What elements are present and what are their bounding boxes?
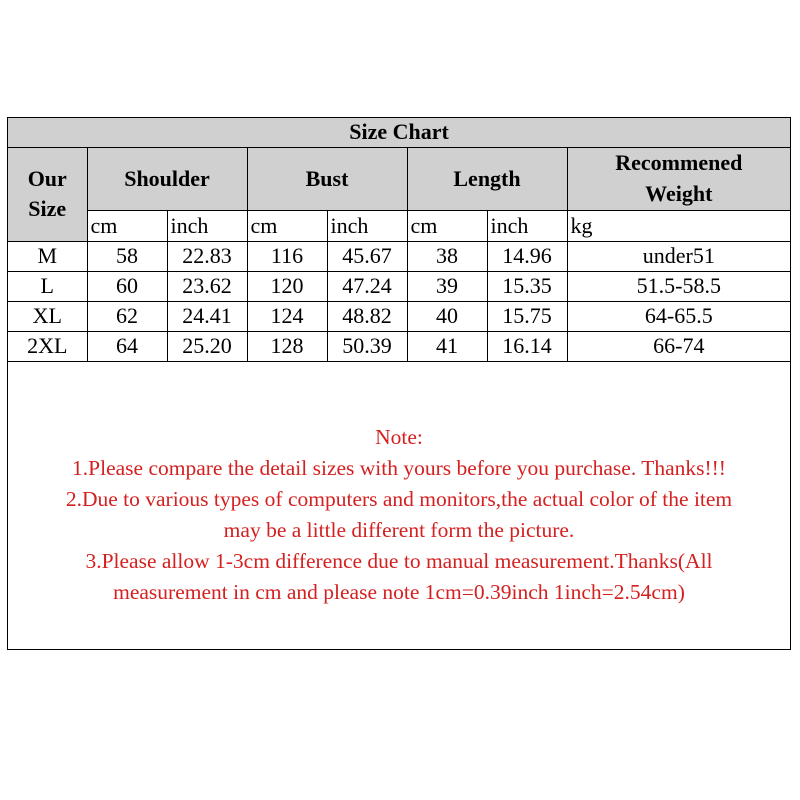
unit-length-inch: inch — [487, 210, 567, 241]
cell-shoulder-inch: 25.20 — [167, 331, 247, 361]
cell-shoulder-cm: 64 — [87, 331, 167, 361]
header-size-line1: Our — [27, 165, 67, 191]
header-weight-line2: Weight — [645, 180, 713, 206]
header-our-size — [8, 148, 87, 242]
note-line-3b: measurement in cm and please note 1cm=0.39inch 1inch=2.54cm) — [113, 580, 685, 604]
size-chart-frame — [7, 117, 791, 650]
cell-bust-inch: 45.67 — [327, 241, 407, 271]
cell-length-inch: 16.14 — [487, 331, 567, 361]
cell-length-cm: 41 — [407, 331, 487, 361]
cell-bust-inch: 47.24 — [327, 271, 407, 301]
cell-bust-cm: 116 — [247, 241, 327, 271]
cell-bust-cm: 128 — [247, 331, 327, 361]
unit-length-cm: cm — [407, 210, 487, 241]
table-title: Size Chart — [8, 118, 790, 148]
notes-section — [8, 422, 790, 608]
note-line-1: 1.Please compare the detail sizes with yours before you purchase. Thanks!!! — [72, 456, 726, 480]
header-row — [8, 148, 790, 211]
table-row — [8, 271, 790, 301]
cell-length-cm: 39 — [407, 271, 487, 301]
cell-shoulder-inch: 24.41 — [167, 301, 247, 331]
cell-length-cm: 40 — [407, 301, 487, 331]
note-line-2b: may be a little different form the picture. — [223, 518, 575, 542]
unit-bust-inch: inch — [327, 210, 407, 241]
unit-shoulder-cm: cm — [87, 210, 167, 241]
table-row — [8, 331, 790, 361]
cell-bust-inch: 50.39 — [327, 331, 407, 361]
cell-length-inch: 14.96 — [487, 241, 567, 271]
cell-bust-cm: 120 — [247, 271, 327, 301]
table-row — [8, 301, 790, 331]
unit-row — [8, 210, 790, 241]
header-size-line2: Size — [28, 196, 67, 222]
cell-length-inch: 15.75 — [487, 301, 567, 331]
cell-weight: 64-65.5 — [567, 301, 790, 331]
unit-shoulder-inch: inch — [167, 210, 247, 241]
cell-size: L — [8, 271, 87, 301]
cell-size: M — [8, 241, 87, 271]
title-row — [8, 118, 790, 148]
header-shoulder: Shoulder — [87, 148, 247, 211]
cell-shoulder-cm: 60 — [87, 271, 167, 301]
header-weight — [567, 148, 790, 211]
unit-weight: kg — [567, 210, 790, 241]
cell-size: XL — [8, 301, 87, 331]
cell-length-inch: 15.35 — [487, 271, 567, 301]
cell-weight: 51.5-58.5 — [567, 271, 790, 301]
size-chart-table — [8, 118, 790, 362]
cell-shoulder-cm: 58 — [87, 241, 167, 271]
unit-bust-cm: cm — [247, 210, 327, 241]
cell-shoulder-cm: 62 — [87, 301, 167, 331]
cell-weight: 66-74 — [567, 331, 790, 361]
note-heading: Note: — [375, 425, 423, 449]
cell-weight: under51 — [567, 241, 790, 271]
header-weight-line1: Recommened — [615, 150, 743, 175]
note-line-3a: 3.Please allow 1-3cm difference due to manual measurement.Thanks(All — [85, 549, 713, 573]
cell-shoulder-inch: 22.83 — [167, 241, 247, 271]
cell-bust-inch: 48.82 — [327, 301, 407, 331]
cell-bust-cm: 124 — [247, 301, 327, 331]
header-length: Length — [407, 148, 567, 211]
header-bust: Bust — [247, 148, 407, 211]
cell-size: 2XL — [8, 331, 87, 361]
note-line-2a: 2.Due to various types of computers and monitors,the actual color of the item — [65, 487, 733, 511]
cell-shoulder-inch: 23.62 — [167, 271, 247, 301]
table-row — [8, 241, 790, 271]
cell-length-cm: 38 — [407, 241, 487, 271]
